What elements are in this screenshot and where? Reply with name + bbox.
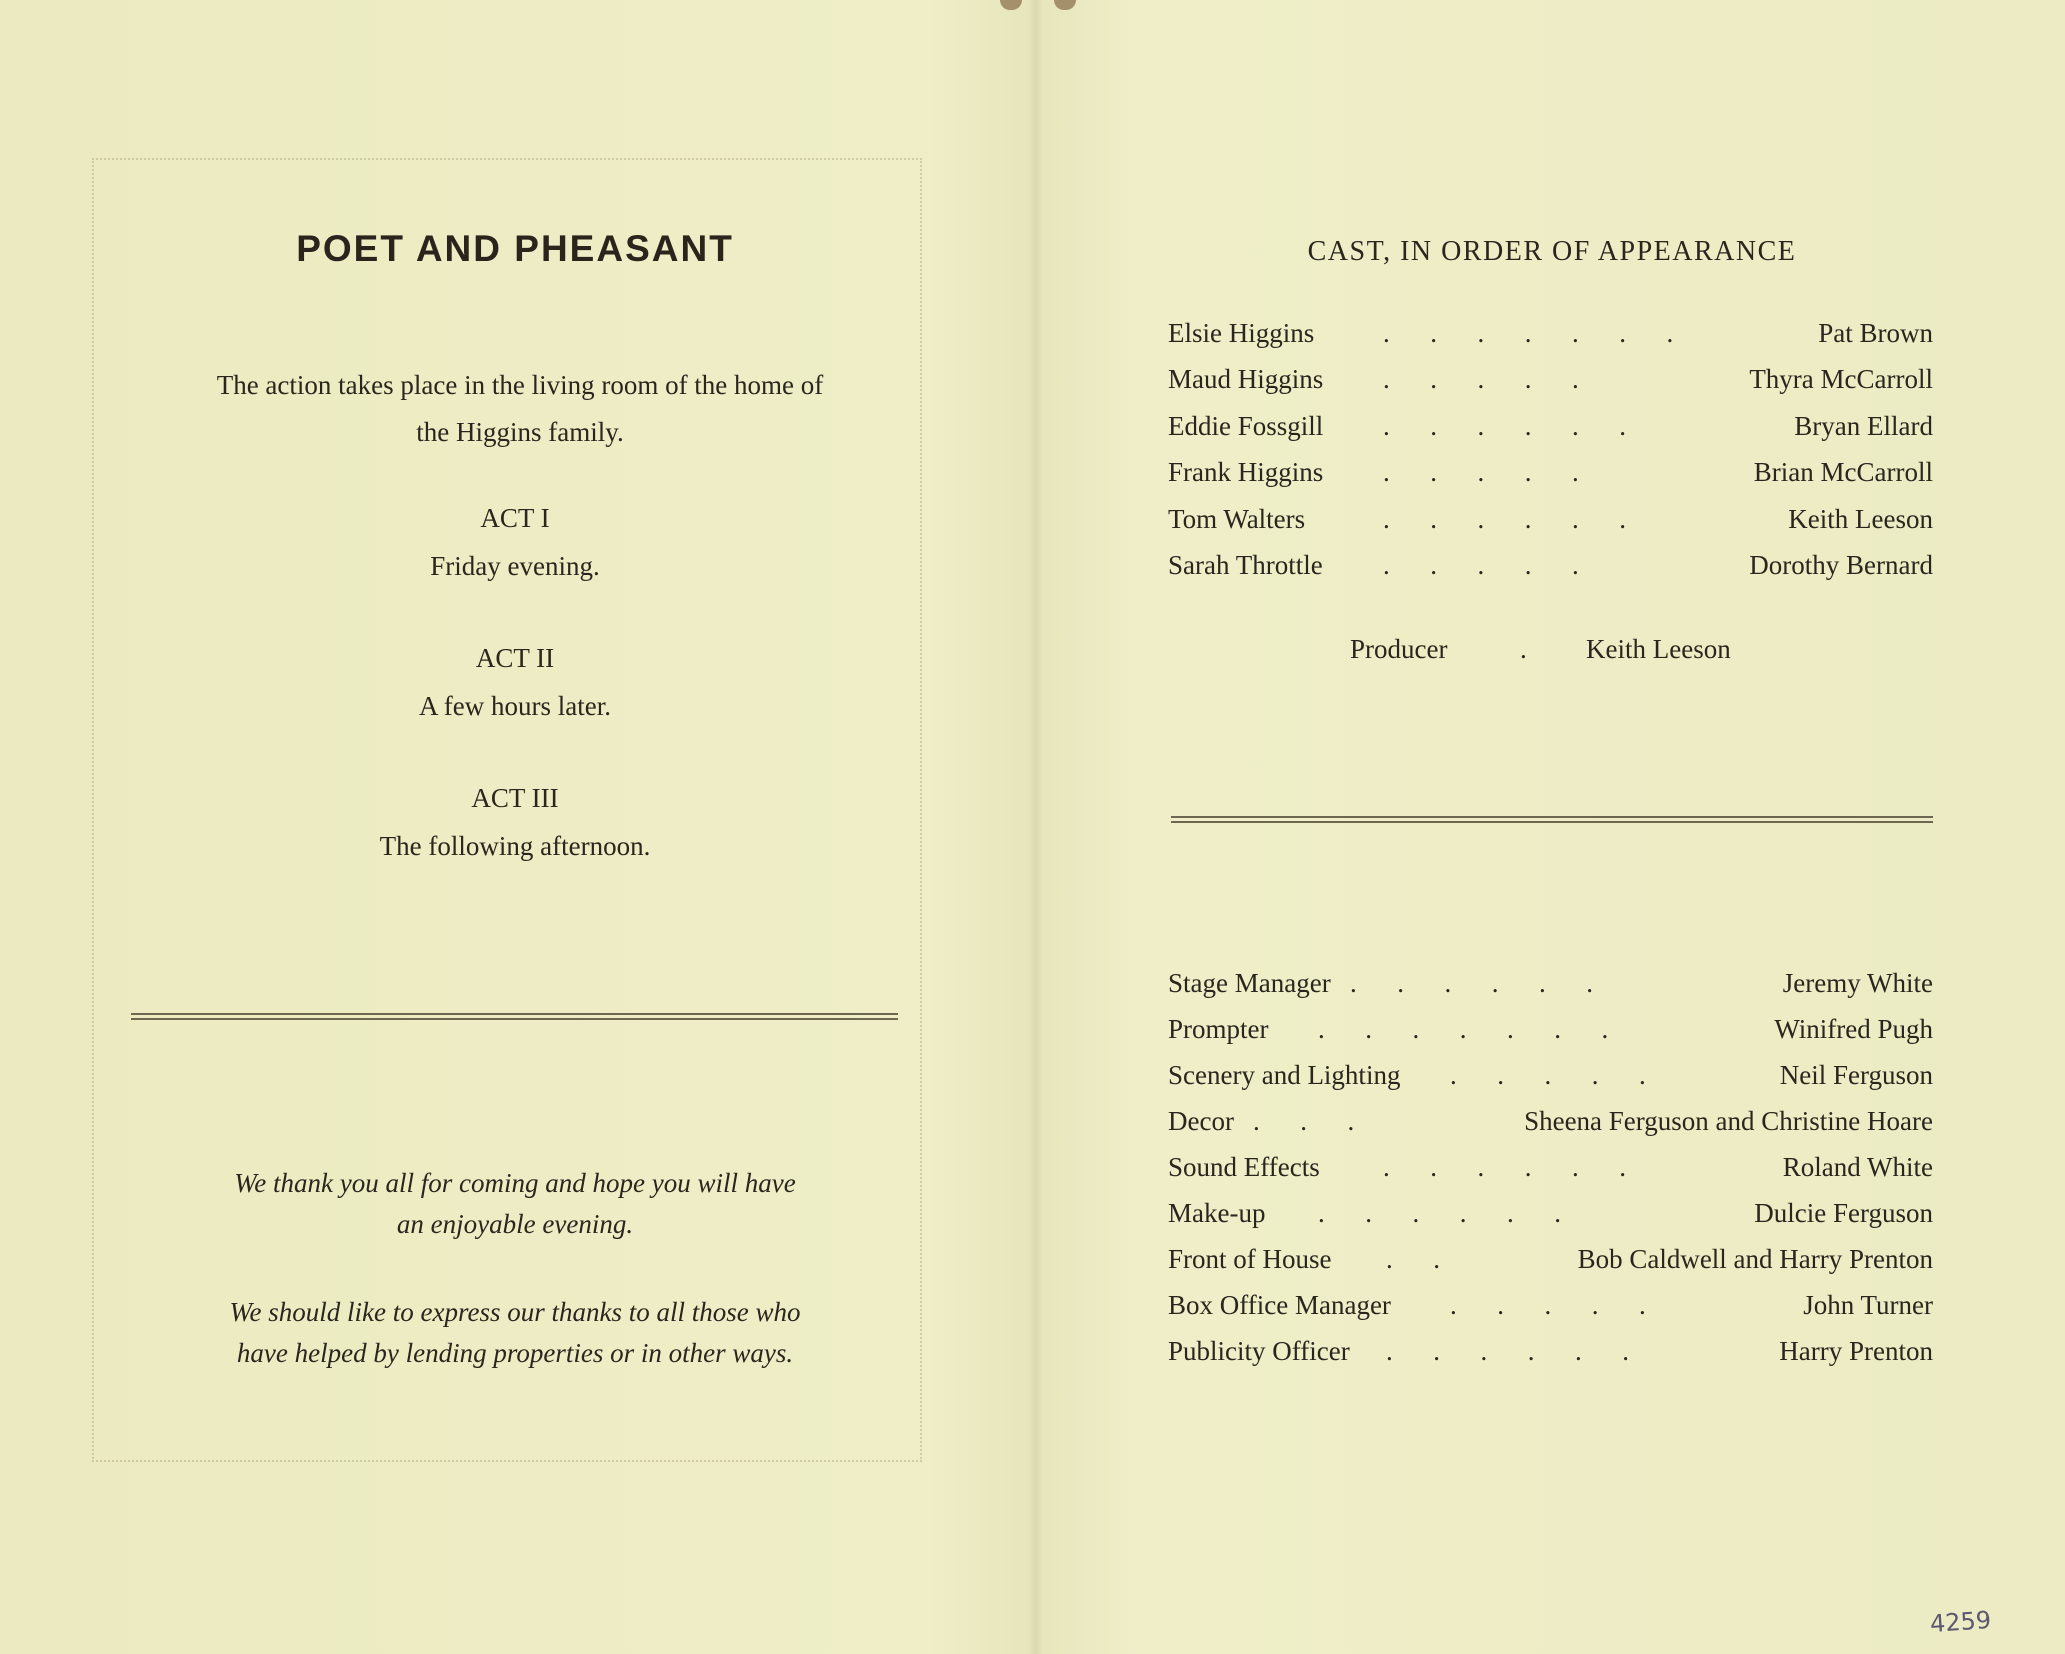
crew-member: John Turner <box>1803 1290 1933 1320</box>
cast-role: Frank Higgins <box>1168 457 1324 487</box>
crew-role: Box Office Manager <box>1168 1290 1391 1320</box>
producer-label: Producer <box>1350 634 1448 664</box>
crew-row <box>1168 1014 1933 1054</box>
setting-description <box>140 362 900 456</box>
crew-role: Front of House <box>1168 1244 1332 1274</box>
cast-role: Maud Higgins <box>1168 364 1324 394</box>
crew-member: Winifred Pugh <box>1774 1014 1933 1044</box>
crew-row <box>1168 1152 1933 1192</box>
crew-role: Scenery and Lighting <box>1168 1060 1401 1090</box>
cast-row <box>1168 550 1933 590</box>
cast-row <box>1168 318 1933 358</box>
crew-member: Jeremy White <box>1782 968 1933 998</box>
cast-actor: Keith Leeson <box>1788 504 1933 534</box>
cast-role: Tom Walters <box>1168 504 1306 534</box>
leader-dots: . . <box>1386 1244 1440 1274</box>
setting-line: the Higgins family. <box>416 417 624 447</box>
crew-member: Roland White <box>1782 1152 1933 1182</box>
act-3-description: The following afternoon. <box>379 831 651 861</box>
crew-member: Dulcie Ferguson <box>1754 1198 1933 1228</box>
leader-dots: . . . . . <box>1450 1290 1646 1320</box>
cast-role: Eddie Fossgill <box>1168 411 1324 441</box>
leader-dots: . . . . . . <box>1383 1152 1626 1182</box>
crew-row <box>1168 1060 1933 1100</box>
cast-heading: CAST, IN ORDER OF APPEARANCE <box>1307 236 1797 267</box>
act-1-description: Friday evening. <box>430 551 600 581</box>
leader-dots: . . . . . . . <box>1318 1014 1609 1044</box>
crew-row <box>1168 1290 1933 1330</box>
crew-role: Publicity Officer <box>1168 1336 1350 1366</box>
right-double-rule <box>1171 816 1933 823</box>
acknowledgement-message <box>120 1292 910 1374</box>
play-title: POET AND PHEASANT <box>296 228 734 269</box>
cast-row <box>1168 364 1933 404</box>
cast-actor: Bryan Ellard <box>1794 411 1933 441</box>
producer-name: Keith Leeson <box>1586 634 1731 664</box>
crew-row <box>1168 968 1933 1008</box>
act-2-label: ACT II <box>475 643 555 673</box>
crew-role: Decor <box>1168 1106 1234 1136</box>
thanks-line: an enjoyable evening. <box>396 1209 634 1239</box>
crew-member: Neil Ferguson <box>1779 1060 1933 1090</box>
act-2-description: A few hours later. <box>419 691 611 721</box>
crew-row <box>1168 1198 1933 1238</box>
cast-row <box>1168 457 1933 497</box>
cast-row <box>1168 504 1933 544</box>
leader-dots: . . . . . <box>1383 457 1579 487</box>
cast-role: Elsie Higgins <box>1168 318 1315 348</box>
crew-role: Sound Effects <box>1168 1152 1320 1182</box>
thanks-line: We should like to express our thanks to all those who <box>229 1297 801 1327</box>
thanks-line: We thank you all for coming and hope you will have <box>234 1168 796 1198</box>
leader-dots: . . . . . . <box>1386 1336 1629 1366</box>
leader-dots: . . . . . . <box>1383 504 1626 534</box>
leader-dots: . . . . . <box>1383 364 1579 394</box>
act-1-label: ACT I <box>480 503 550 533</box>
cast-actor: Dorothy Bernard <box>1749 550 1933 580</box>
crew-member: Bob Caldwell and Harry Prenton <box>1577 1244 1933 1274</box>
leader-dots: . . . . . . <box>1350 968 1593 998</box>
leader-dots: . . . . . . . <box>1383 318 1674 348</box>
cast-actor: Pat Brown <box>1818 318 1933 348</box>
leader-dots: . . . . . . <box>1383 411 1626 441</box>
left-double-rule <box>131 1013 898 1020</box>
cast-row <box>1168 411 1933 451</box>
leader-dots: . . . <box>1253 1106 1355 1136</box>
crew-row <box>1168 1244 1933 1284</box>
leader-dots: . . . . . <box>1383 550 1579 580</box>
thanks-line: have helped by lending properties or in other ways. <box>236 1338 794 1368</box>
crew-member: Sheena Ferguson and Christine Hoare <box>1524 1106 1933 1136</box>
leader-dots: . <box>1520 634 1527 664</box>
crew-member: Harry Prenton <box>1779 1336 1933 1366</box>
leader-dots: . . . . . . <box>1318 1198 1561 1228</box>
crew-row <box>1168 1336 1933 1376</box>
crew-role: Make-up <box>1168 1198 1266 1228</box>
leader-dots: . . . . . <box>1450 1060 1646 1090</box>
cast-actor: Thyra McCarroll <box>1749 364 1933 394</box>
crew-role: Prompter <box>1168 1014 1269 1044</box>
cast-role: Sarah Throttle <box>1168 550 1323 580</box>
crew-row <box>1168 1106 1933 1146</box>
catalogue-number: 4259 <box>1929 1605 1992 1639</box>
act-3-label: ACT III <box>471 783 559 813</box>
crew-role: Stage Manager <box>1168 968 1331 998</box>
setting-line: The action takes place in the living room of the home of <box>216 370 824 400</box>
cast-actor: Brian McCarroll <box>1753 457 1933 487</box>
thanks-message <box>120 1163 910 1245</box>
